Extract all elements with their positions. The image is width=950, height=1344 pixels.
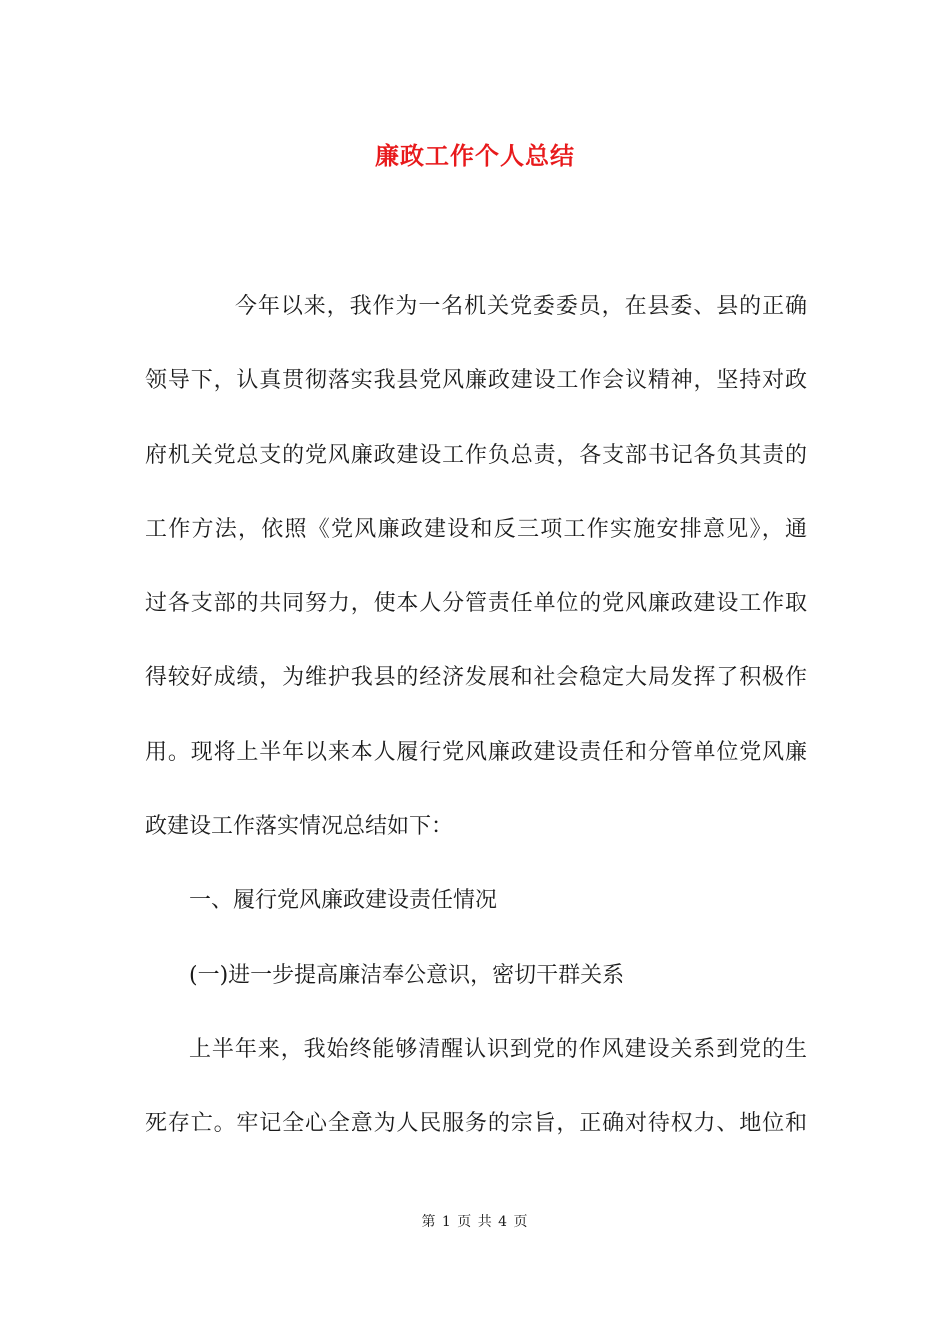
paragraph-line: 今年以来，我作为一名机关党委委员，在县委、县的正确: [235, 294, 807, 319]
paragraph-line: 上半年来，我始终能够清醒认识到党的作风建设关系到党的生: [189, 1036, 807, 1062]
paragraph-line: 死存亡。牢记全心全意为人民服务的宗旨，正确对待权力、地位和: [145, 1111, 807, 1137]
paragraph-line: 用。现将上半年以来本人履行党风廉政建设责任和分管单位党风廉: [145, 739, 807, 765]
document-title: 廉政工作个人总结: [375, 141, 575, 170]
paragraph-line: 政建设工作落实情况总结如下：: [145, 814, 454, 840]
subsection-heading: (一)进一步提高廉洁奉公意识，密切干群关系: [189, 962, 625, 988]
section-heading: 一、履行党风廉政建设责任情况: [189, 888, 498, 914]
page-footer: 第 1 页 共 4 页: [421, 1214, 529, 1230]
paragraph-line: 得较好成绩，为维护我县的经济发展和社会稳定大局发挥了积极作: [145, 665, 807, 691]
document-body: [145, 270, 807, 1162]
paragraph-line: 过各支部的共同努力，使本人分管责任单位的党风廉政建设工作取: [145, 591, 807, 617]
paragraph-line: 工作方法，依照《党风廉政建设和反三项工作实施安排意见》，通: [145, 516, 807, 542]
paragraph-line: 领导下，认真贯彻落实我县党风廉政建设工作会议精神，坚持对政: [145, 368, 807, 394]
paragraph-line: 府机关党总支的党风廉政建设工作负总责，各支部书记各负其责的: [145, 442, 807, 468]
